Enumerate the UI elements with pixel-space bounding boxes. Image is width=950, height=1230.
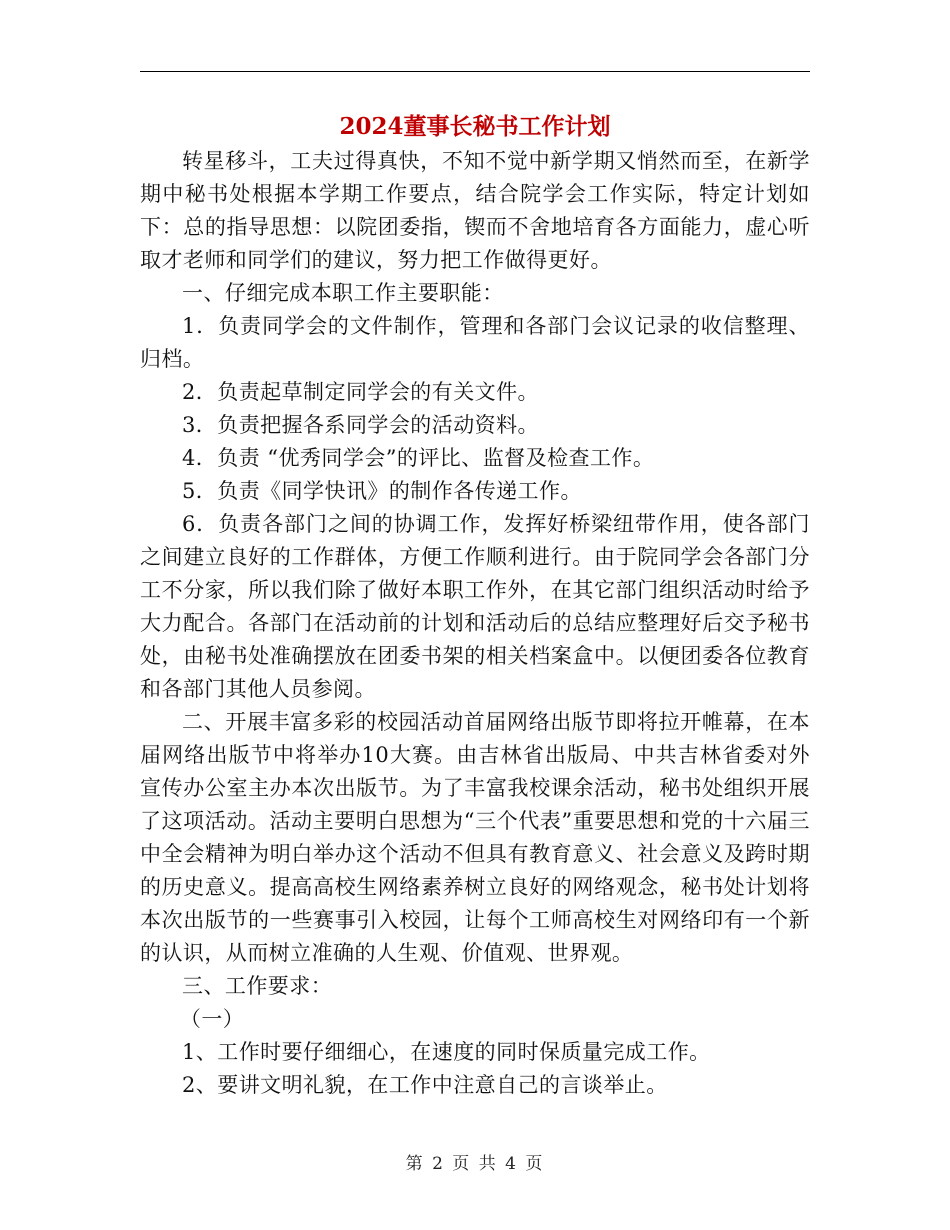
paragraph-duty-3: 3．负责把握各系同学会的活动资料。 <box>182 413 540 437</box>
document-title: 2024董事长秘书工作计划 <box>339 113 611 140</box>
header-rule <box>140 71 810 72</box>
paragraph-intro: 转星移斗，工夫过得真快，不知不觉中新学期又悄然而至，在新学期中秘书处根据本学期工作要点，结合院学会工作实际，特定计划如下：总的指导思想：以院团委指，锲而不舍地培育各方面能力，虚心听取才老师和同学们的建议，努力把工作做得更好。 <box>140 149 810 272</box>
document-body <box>140 145 810 1102</box>
paragraph-duty-5: 5．负责《同学快讯》的制作各传递工作。 <box>182 479 582 503</box>
paragraph-requirement-1: 1、工作时要仔细细心，在速度的同时保质量完成工作。 <box>182 1040 711 1064</box>
paragraph-section-1-heading: 一、仔细完成本职工作主要职能： <box>182 281 504 305</box>
paragraph-duty-2: 2．负责起草制定同学会的有关文件。 <box>182 380 540 404</box>
paragraph-duty-6: 6．负责各部门之间的协调工作，发挥好桥梁纽带作用，使各部门之间建立良好的工作群体，方便工作顺利进行。由于院同学会各部门分工不分家，所以我们除了做好本职工作外，在其它部门组织活动时给予大力配合。各部门在活动前的计划和活动后的总结应整理好后交予秘书处，由秘书处准确摆放在团委书架的相关档案盒中。以便团委各位教育和各部门其他人员参阅。 <box>140 512 810 701</box>
paragraph-subsection-1: （一） <box>179 1007 245 1031</box>
paragraph-section-2: 二、开展丰富多彩的校园活动首届网络出版节即将拉开帷幕，在本届网络出版节中将举办10大赛。由吉林省出版局、中共吉林省委对外宣传办公室主办本次出版节。为了丰富我校课余活动，秘书处组织开展了这项活动。活动主要明白思想为“三个代表”重要思想和党的十六届三中全会精神为明白举办这个活动不但具有教育意义、社会意义及跨时期的历史意义。提高高校生网络素养树立良好的网络观念，秘书处计划将本次出版节的一些赛事引入校园，让每个工师高校生对网络印有一个新的认识，从而树立准确的人生观、价值观、世界观。 <box>140 710 810 965</box>
page-number-footer: 第 2 页 共 4 页 <box>405 1154 545 1174</box>
paragraph-section-3-heading: 三、工作要求： <box>182 974 333 998</box>
paragraph-duty-4: 4．负责 “优秀同学会”的评比、监督及检查工作。 <box>182 446 655 470</box>
paragraph-requirement-2: 2、要讲文明礼貌，在工作中注意自己的言谈举止。 <box>182 1073 668 1097</box>
paragraph-duty-1: 1．负责同学会的文件制作，管理和各部门会议记录的收信整理、归档。 <box>140 314 810 371</box>
